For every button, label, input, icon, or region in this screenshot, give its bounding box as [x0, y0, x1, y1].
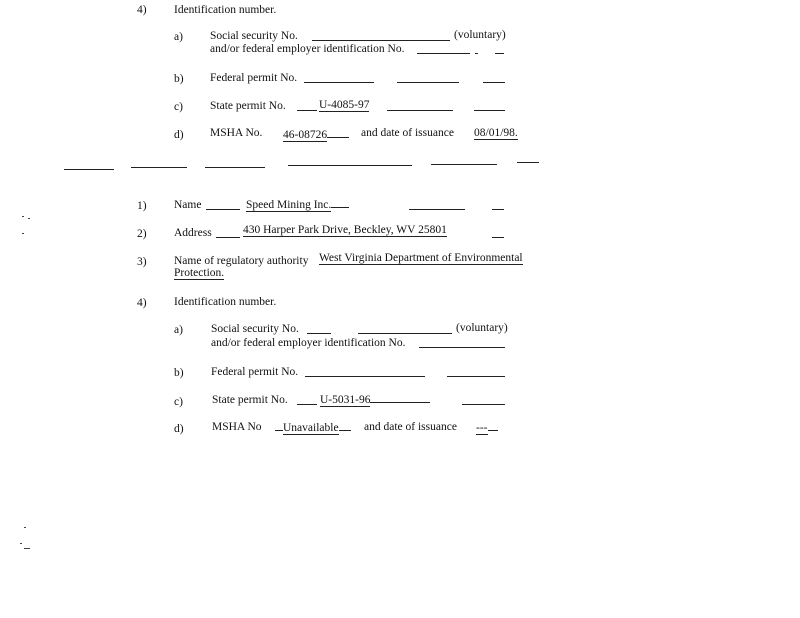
item-number: 4): [137, 297, 147, 309]
federal-permit-blank-2: [447, 366, 505, 377]
name-blank-2: [409, 199, 465, 210]
separator-dash: [205, 167, 265, 168]
ein-blank[interactable]: [417, 43, 470, 54]
item-number: 4): [137, 4, 147, 16]
scan-mark: [20, 543, 22, 544]
scan-mark: [28, 218, 30, 219]
ssn-suffix: (voluntary): [456, 322, 508, 334]
federal-permit-blank[interactable]: [304, 72, 374, 83]
federal-permit-blank-3: [483, 72, 505, 83]
separator-dash: [431, 164, 497, 165]
address-blank-end: [492, 227, 504, 238]
ein-blank-dot: [475, 43, 478, 54]
scan-mark: [22, 233, 24, 234]
regulatory-authority-value[interactable]: West Virginia Department of Environmental: [319, 252, 523, 264]
msha-value[interactable]: 46-08726: [283, 127, 349, 142]
item-number: 1): [137, 200, 147, 212]
sub-letter: d): [174, 423, 184, 435]
separator-dash: [64, 169, 114, 170]
issuance-date-value[interactable]: 08/01/98.: [474, 127, 518, 139]
scan-mark: [22, 216, 24, 217]
item-number: 2): [137, 228, 147, 240]
separator-dash: [131, 167, 187, 168]
federal-permit-blank-2: [397, 72, 459, 83]
federal-permit-label: Federal permit No.: [210, 72, 298, 84]
identification-heading: Identification number.: [174, 4, 277, 16]
identification-heading: Identification number.: [174, 296, 277, 308]
regulatory-authority-label: Name of regulatory authority: [174, 255, 309, 267]
state-permit-blank-2: [387, 100, 453, 111]
state-permit-blank-lead: [297, 394, 317, 405]
ssn-suffix: (voluntary): [454, 29, 506, 41]
state-permit-value[interactable]: U-4085-97: [319, 99, 370, 111]
state-permit-blank-3: [474, 100, 505, 111]
sub-letter: a): [174, 31, 183, 43]
separator-dash: [517, 162, 539, 163]
state-permit-label: State permit No.: [210, 100, 286, 112]
item-number: 3): [137, 256, 147, 268]
sub-letter: b): [174, 367, 184, 379]
address-label: Address: [174, 227, 212, 239]
address-blank-lead: [216, 227, 240, 238]
federal-permit-blank[interactable]: [305, 366, 425, 377]
ssn-label: Social security No.: [210, 30, 298, 42]
ein-blank-end: [495, 43, 504, 54]
ein-label: and/or federal employer identification No.: [210, 43, 405, 55]
sub-letter: c): [174, 101, 183, 113]
msha-value[interactable]: Unavailable: [275, 420, 351, 435]
separator-dash: [288, 165, 412, 166]
state-permit-label: State permit No.: [212, 394, 288, 406]
sub-letter: c): [174, 396, 183, 408]
name-value[interactable]: Speed Mining Inc.: [246, 197, 349, 212]
ssn-blank-2: [358, 323, 452, 334]
state-permit-value[interactable]: U-5031-96: [320, 392, 430, 407]
federal-permit-label: Federal permit No.: [211, 366, 299, 378]
regulatory-authority-value-line2: Protection.: [174, 267, 225, 279]
ein-label: and/or federal employer identification No.: [211, 337, 406, 349]
scan-mark: [24, 527, 26, 528]
msha-label: MSHA No: [212, 421, 262, 433]
name-label: Name: [174, 199, 202, 211]
name-blank-lead: [206, 199, 240, 210]
sub-letter: b): [174, 73, 184, 85]
ssn-blank[interactable]: [312, 30, 450, 41]
msha-label: MSHA No.: [210, 127, 263, 139]
issuance-date-label: and date of issuance: [364, 421, 457, 433]
sub-letter: a): [174, 324, 183, 336]
issuance-date-label: and date of issuance: [361, 127, 454, 139]
sub-letter: d): [174, 129, 184, 141]
ssn-label: Social security No.: [211, 323, 299, 335]
name-blank-3: [492, 199, 504, 210]
address-value[interactable]: 430 Harper Park Drive, Beckley, WV 25801: [243, 224, 447, 236]
ssn-blank[interactable]: [307, 323, 331, 334]
state-permit-blank-lead: [297, 100, 317, 111]
ein-blank[interactable]: [419, 337, 505, 348]
scan-mark: [24, 548, 30, 549]
state-permit-blank-2: [462, 394, 505, 405]
issuance-date-value[interactable]: ---: [476, 420, 498, 435]
